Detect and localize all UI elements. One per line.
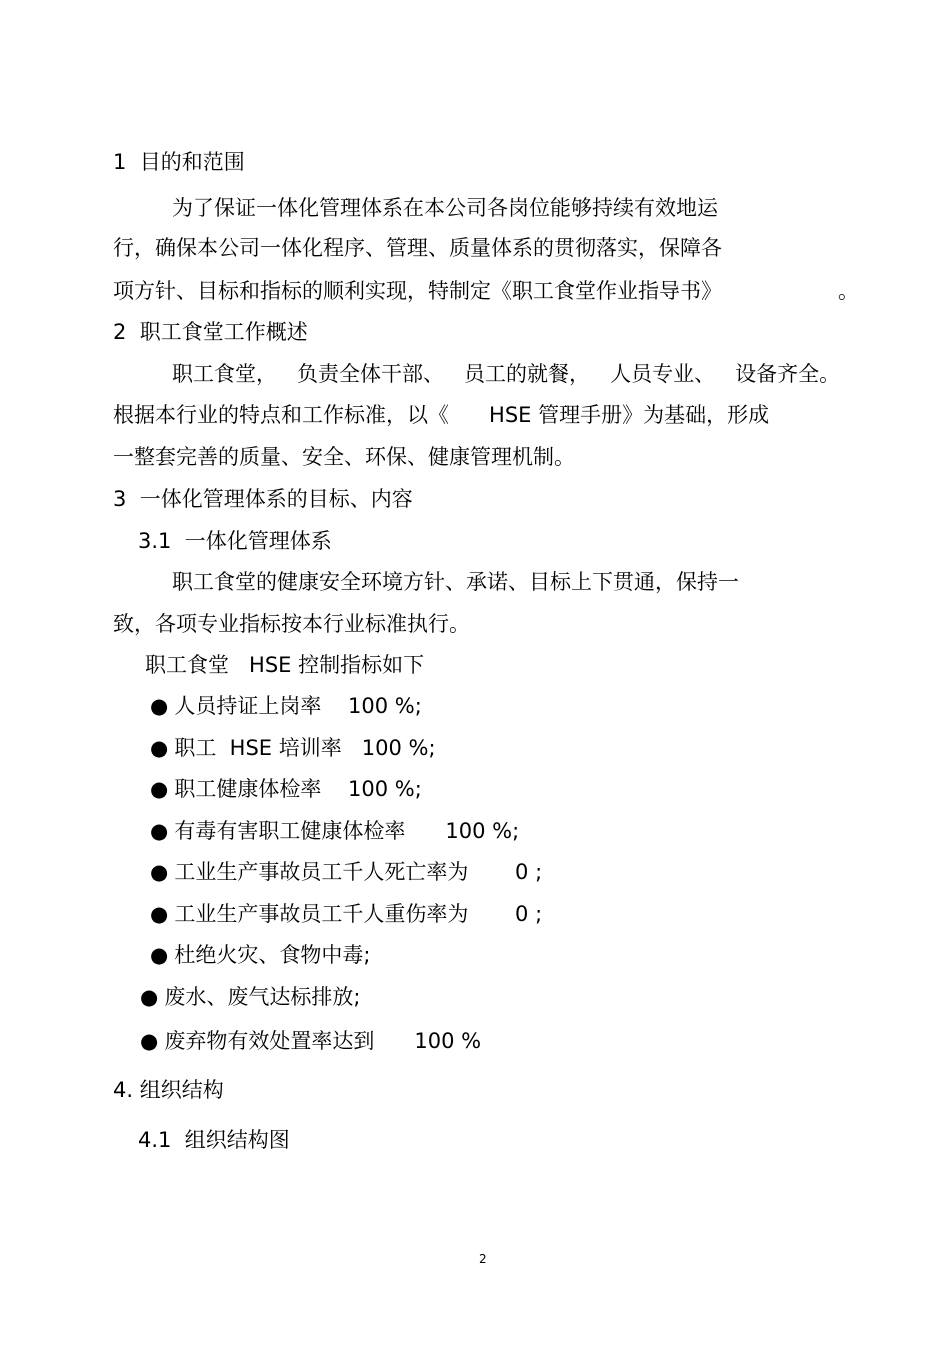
section-2-paragraph-line-3: 一整套完善的质量、安全、环保、健康管理机制。	[113, 445, 575, 469]
indicator-item	[150, 692, 422, 720]
indicator-text: 工业生产事故员工千人死亡率为 0 ;	[174, 860, 543, 884]
section-3-1-heading: 3.1 一体化管理体系	[138, 529, 332, 553]
bullet-icon: ●	[150, 943, 169, 967]
indicator-item	[140, 1027, 481, 1055]
section-2-heading: 2 职工食堂工作概述	[113, 320, 308, 344]
indicator-item	[140, 983, 360, 1011]
indicator-item	[150, 817, 519, 845]
indicators-title: 职工食堂 HSE 控制指标如下	[145, 653, 425, 677]
indicator-text: 职工 HSE 培训率 100 %;	[174, 736, 436, 760]
section-1-heading: 1 目的和范围	[113, 150, 245, 174]
indicator-text: 废水、废气达标排放;	[164, 985, 361, 1009]
bullet-icon: ●	[150, 694, 169, 718]
bullet-icon: ●	[150, 860, 169, 884]
indicator-item	[150, 734, 436, 762]
indicator-text: 废弃物有效处置率达到 100 %	[164, 1029, 482, 1053]
page-number: 2	[479, 1252, 487, 1266]
section-2-paragraph-line-2: 根据本行业的特点和工作标准，以《 HSE 管理手册》为基础，形成	[113, 403, 770, 427]
bullet-icon: ●	[150, 736, 169, 760]
section-4-1-heading: 4.1 组织结构图	[138, 1128, 290, 1152]
indicator-item	[150, 900, 542, 928]
indicator-text: 职工健康体检率 100 %;	[174, 777, 422, 801]
indicator-item	[150, 858, 542, 886]
section-2-paragraph-line-1: 职工食堂， 负责全体干部、 员工的就餐， 人员专业、 设备齐全。	[172, 362, 841, 386]
section-1-paragraph-line-3: 项方针、目标和指标的顺利实现，特制定《职工食堂作业指导书》	[113, 279, 722, 303]
section-1-paragraph-line-1: 为了保证一体化管理体系在本公司各岗位能够持续有效地运	[172, 196, 718, 220]
indicator-text: 杜绝火灾、食物中毒;	[174, 943, 371, 967]
bullet-icon: ●	[140, 985, 159, 1009]
section-1-paragraph-line-2: 行，确保本公司一体化程序、管理、质量体系的贯彻落实，保障各	[113, 236, 722, 260]
section-3-1-paragraph-line-1: 职工食堂的健康安全环境方针、承诺、目标上下贯通，保持一	[172, 570, 739, 594]
section-1-paragraph-end: 。	[838, 279, 859, 303]
indicator-item	[150, 775, 422, 803]
section-3-1-paragraph-line-2: 致，各项专业指标按本行业标准执行。	[113, 612, 470, 636]
section-4-heading: 4. 组织结构	[113, 1078, 224, 1102]
indicator-text: 有毒有害职工健康体检率 100 %;	[174, 819, 520, 843]
section-3-heading: 3 一体化管理体系的目标、内容	[113, 487, 413, 511]
indicator-item	[150, 941, 370, 969]
indicator-text: 工业生产事故员工千人重伤率为 0 ;	[174, 902, 543, 926]
bullet-icon: ●	[150, 902, 169, 926]
bullet-icon: ●	[150, 777, 169, 801]
bullet-icon: ●	[150, 819, 169, 843]
indicator-text: 人员持证上岗率 100 %;	[174, 694, 422, 718]
bullet-icon: ●	[140, 1029, 159, 1053]
